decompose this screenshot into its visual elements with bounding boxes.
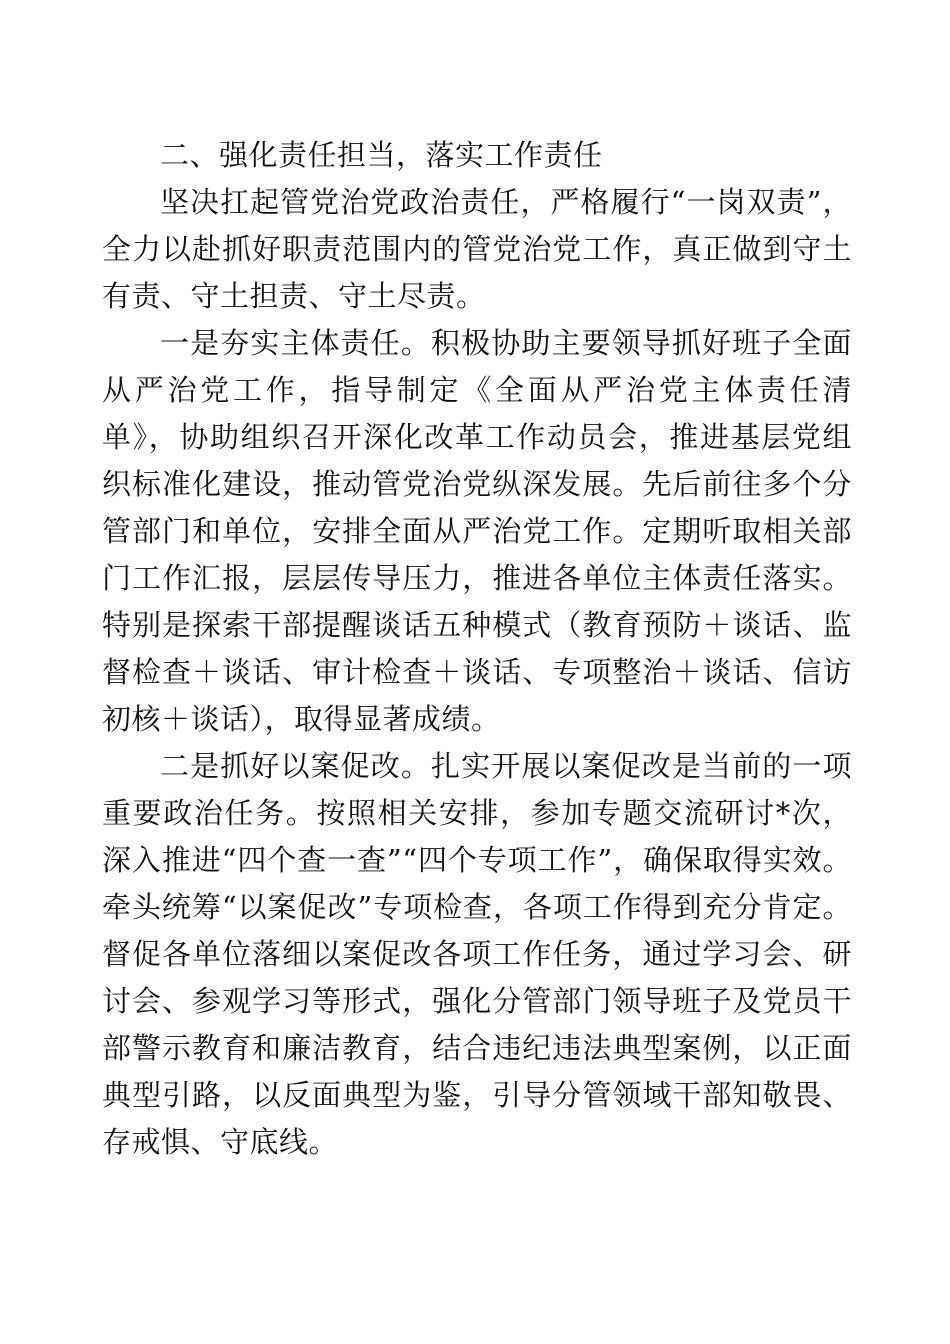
paragraph-intro: 坚决扛起管党治党政治责任，严格履行“一岗双责”，全力以赴抓好职责范围内的管党治党工作，真正做到守土有责、守土担责、守土尽责。 bbox=[102, 185, 852, 313]
document-body bbox=[102, 132, 852, 1166]
section-heading: 二、强化责任担当，落实工作责任 bbox=[160, 138, 603, 172]
paragraph-case-reform: 二是抓好以案促改。扎实开展以案促改是当前的一项重要政治任务。按照相关安排，参加专题交流研讨*次，深入推进“四个查一查”“四个专项工作”，确保取得实效。牵头统筹“以案促改”专项检查，各项工作得到充分肯定。督促各单位落细以案促改各项工作任务，通过学习会、研讨会、参观学习等形式，强化分管部门领导班子及党员干部警示教育和廉洁教育，结合违纪违法典型案例，以正面典型引路，以反面典型为鉴，引导分管领域干部知敬畏、存戒惧、守底线。 bbox=[102, 749, 852, 1159]
paragraph-main-responsibility: 一是夯实主体责任。积极协助主要领导抓好班子全面从严治党工作，指导制定《全面从严治党主体责任清单》，协助组织召开深化改革工作动员会，推进基层党组织标准化建设，推动管党治党纵深发展。先后前往多个分管部门和单位，安排全面从严治党工作。定期听取相关部门工作汇报，层层传导压力，推进各单位主体责任落实。特别是探索干部提醒谈话五种模式（教育预防＋谈话、监督检查＋谈话、审计检查＋谈话、专项整治＋谈话、信访初核＋谈话），取得显著成绩。 bbox=[102, 326, 852, 736]
